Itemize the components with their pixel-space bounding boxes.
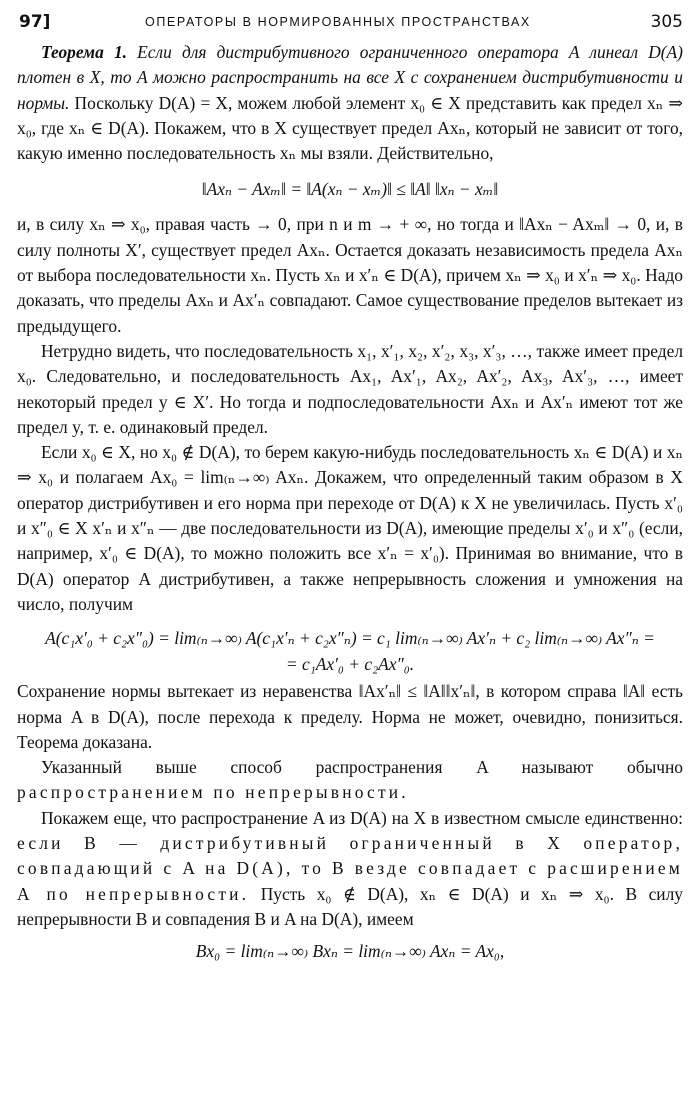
running-head: [17, 10, 683, 40]
paragraph-text: Покажем еще, что распространение A из D(A) на X в известном смысле единственно:: [41, 807, 683, 828]
paragraph-text: Указанный выше способ распространения A называют обычно: [41, 757, 683, 778]
paragraph-extension-name: [17, 755, 683, 806]
paragraph-text: Поскольку D(A) = X, можем любой элемент x₀ ∈ X представить как предел xₙ ⇒ x₀, где xₙ ∈ D(A). Покажем, что в X существует предел Axₙ, который не зависит от того, какую именно последовательность xₙ мы взяли. Действительно,: [17, 92, 683, 164]
equation-linearity-line2: = c₁Ax′₀ + c₂Ax″₀.: [285, 654, 415, 675]
spaced-term: распространением по непрерывности.: [17, 782, 409, 803]
running-title: ОПЕРАТОРЫ В НОРМИРОВАННЫХ ПРОСТРАНСТВАХ: [145, 15, 531, 29]
equation-norm-estimate: ‖Axₙ − Axₘ‖ = ‖A(xₙ − xₘ)‖ ≤ ‖A‖ ‖xₙ − xₘ‖: [201, 179, 499, 200]
page-number: 305: [650, 12, 683, 32]
theorem-label: Теорема 1.: [41, 42, 127, 62]
paragraph-limit-existence: и, в силу xₙ ⇒ x₀, правая часть → 0, при n и m → + ∞, но тогда и ‖Axₙ − Axₘ‖ → 0, и, в силу полноты X′, существует предел Axₙ. Остается доказать независимость предела Axₙ от выбора последовательности xₙ. Пусть xₙ и x′ₙ ∈ D(A), причем xₙ ⇒ x₀ и x′ₙ ⇒ x₀. Надо доказать, что пределы Axₙ и Ax′ₙ совпадают. Самое существование пределов вытекает из предыдущего.: [17, 214, 683, 336]
theorem-paragraph: [17, 40, 683, 166]
paragraph-norm-preservation: Сохранение нормы вытекает из неравенства ‖Ax′ₙ‖ ≤ ‖A‖‖x′ₙ‖, в котором справа ‖A‖ есть норма A в D(A), после перехода к пределу. Норма не может, очевидно, понизиться. Теорема доказана.: [17, 681, 683, 752]
paragraph-interleaved-sequence: Нетрудно видеть, что последовательность x₁, x′₁, x₂, x′₂, x₃, x′₃, …, также имеет предел x₀. Следовательно, и последовательность Ax₁, Ax′₁, Ax₂, Ax′₂, Ax₃, Ax′₃, …, имеет некоторый предел y ∈ X′. Но тогда и подпоследовательности Axₙ и Ax′ₙ имеют тот же предел y, т. е. одинаковый предел.: [17, 340, 683, 437]
equation-linearity-line1: A(c₁x′₀ + c₂x″₀) = lim₍ₙ→∞₎ A(c₁x′ₙ + c₂x″ₙ) = c₁ lim₍ₙ→∞₎ Ax′ₙ + c₂ lim₍ₙ→∞₎ Ax″ₙ =: [45, 628, 655, 649]
theorem-statement: Если для дистрибутивного ограниченного оператора A линеал D(A) плотен в X, то A можно распространить на все X с сохранением дистрибутивности и нормы.: [17, 42, 683, 113]
book-page: [17, 10, 683, 992]
spaced-statement: если B — дистрибутивный ограниченный в X оператор, совпадающий с A на D(A), то B везде совпадает с расширением A по непрерывности.: [17, 833, 683, 904]
equation-linearity: [17, 617, 683, 679]
paragraph-text: Пусть x₀ ∉ D(A), xₙ ∈ D(A) и xₙ ⇒ x₀. В силу непрерывности B и совпадения B и A на D(A), имеем: [17, 883, 683, 929]
section-number: 97]: [19, 12, 51, 32]
equation-uniqueness: Bx₀ = lim₍ₙ→∞₎ Bxₙ = lim₍ₙ→∞₎ Axₙ = Ax₀,: [195, 941, 505, 962]
paragraph-extension-definition: Если x₀ ∈ X, но x₀ ∉ D(A), то берем какую-нибудь последовательность xₙ ∈ D(A) и xₙ ⇒ x₀ и полагаем Ax₀ = lim₍ₙ→∞₎ Axₙ. Докажем, что определенный таким образом в X оператор дистрибутивен и его норма при переходе от D(A) к X не увеличилась. Пусть x′₀ и x″₀ ∈ X x′ₙ и x″ₙ — две последовательности из D(A), имеющие пределы x′₀ и x″₀ (если, например, x′₀ ∈ D(A), то можно положить все x′ₙ = x′₀). Принимая во внимание, что в D(A) оператор A дистрибутивен, а также непрерывность сложения и умножения на число, получим: [17, 442, 683, 614]
paragraph-uniqueness: [17, 806, 683, 932]
